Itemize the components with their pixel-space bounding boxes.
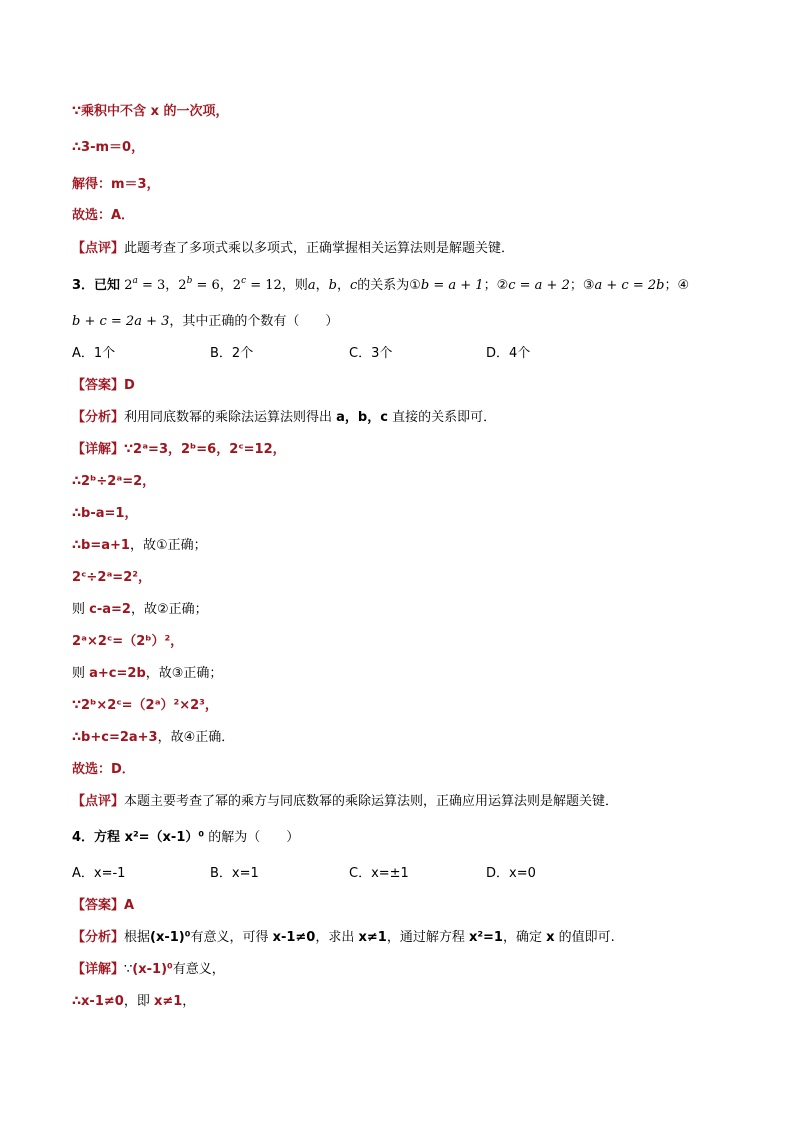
step-line: 则 a+c=2b，故③正确；: [72, 666, 223, 681]
detail-line: 【详解】∵(x-1)⁰有意义，: [72, 962, 225, 977]
solution-line: [72, 103, 228, 121]
equation: $2^c = 12$: [232, 276, 282, 293]
solution-text: ∴3-m＝0，: [72, 140, 145, 155]
question-number: 4．方程: [72, 830, 125, 845]
analysis-tag: 【分析】: [72, 930, 125, 945]
question-3-stem-cont: [72, 313, 338, 331]
solution-text: 解得：m＝3，: [72, 177, 160, 192]
comment-line: [72, 793, 618, 811]
question-4-options: [72, 865, 712, 883]
comment-text: 此题考查了多项式乘以多项式，正确掌握相关运算法则是解题关键．: [124, 241, 515, 256]
step-line: 2ᶜ÷2ᵃ=2²，: [72, 570, 151, 585]
step-line: 则 c-a=2，故②正确；: [72, 602, 208, 617]
solution-line: [72, 139, 144, 157]
option-d: D．x=0: [486, 866, 536, 881]
stem-text: 的关系为①: [357, 278, 421, 293]
answer-value: D: [124, 378, 135, 393]
stem-text: 的解为（ ）: [204, 830, 300, 845]
stem-text: ，其中正确的个数有（ ）: [169, 314, 339, 329]
option-c: C．3个: [349, 346, 393, 361]
equation: $2^b = 6$: [178, 276, 220, 293]
option-d: D．4个: [486, 346, 531, 361]
step-line: ∴b-a=1，: [72, 506, 138, 521]
detail-line: 【详解】∵2ᵃ=3，2ᵇ=6，2ᶜ=12，: [72, 442, 286, 457]
equation: $2^a = 3$: [124, 276, 166, 293]
solution-line: [72, 207, 134, 225]
question-3-options: [72, 345, 712, 363]
analysis-line: 【分析】根据(x-1)⁰有意义，可得 x-1≠0，求出 x≠1，通过解方程 x²=1，确定 x 的值即可.: [72, 930, 615, 945]
comment-text: 本题主要考查了幂的乘方与同底数幂的乘除运算法则，正确应用运算法则是解题关键．: [124, 794, 619, 809]
detail-tag: 【详解】: [72, 962, 125, 977]
equation: x²=（x-1）⁰: [124, 830, 205, 845]
relation: b + c = 2a + 3: [72, 314, 170, 329]
option-b: B．x=1: [210, 866, 259, 881]
relation: c = a + 2: [508, 278, 570, 293]
stem-text: ，则: [281, 278, 308, 293]
question-3-stem: 3．已知 $2^a = 3$，$2^b = 6$，$2^c = 12$，则a，b，c的关系为①b = a + 1；②c = a + 2；③a + c = 2b；④: [72, 276, 690, 293]
step-line: 2ᵃ×2ᶜ=（2ᵇ）²，: [72, 634, 184, 649]
comment-tag: 【点评】: [72, 794, 125, 809]
option-b: B．2个: [210, 346, 254, 361]
question-number: 3．已知: [72, 278, 121, 293]
step-line: ∴2ᵇ÷2ᵃ=2，: [72, 474, 156, 489]
step-line: ∵2ᵇ×2ᶜ=（2ᵃ）²×2³，: [72, 698, 218, 713]
relation: b = a + 1: [420, 278, 484, 293]
variable: c: [349, 278, 358, 293]
variable: a: [307, 278, 316, 293]
comment-line: [72, 240, 514, 258]
solution-text: 故选：A．: [72, 208, 135, 223]
solution-line: [72, 176, 160, 194]
step-line: ∴b+c=2a+3，故④正确．: [72, 730, 235, 745]
option-a: A．x=-1: [72, 866, 126, 881]
variable: b: [328, 278, 337, 293]
step-line: 故选：D．: [72, 762, 135, 777]
answer-line: [72, 897, 134, 915]
option-a: A．1个: [72, 346, 116, 361]
answer-line: [72, 377, 135, 395]
analysis-line: 【分析】利用同底数幂的乘除法运算法则得出 a，b，c 直接的关系即可．: [72, 410, 497, 425]
comment-tag: 【点评】: [72, 241, 125, 256]
question-4-stem: [72, 829, 299, 847]
answer-tag: 【答案】: [72, 898, 125, 913]
analysis-tag: 【分析】: [72, 410, 125, 425]
relation: a + c = 2b: [594, 278, 665, 293]
answer-tag: 【答案】: [72, 378, 125, 393]
solution-text: ∵乘积中不含 x 的一次项，: [72, 104, 229, 119]
option-c: C．x=±1: [349, 866, 409, 881]
detail-tag: 【详解】: [72, 442, 125, 457]
step-line: ∴x-1≠0，即 x≠1，: [72, 994, 196, 1009]
answer-value: A: [124, 898, 135, 913]
step-line: ∴b=a+1，故①正确；: [72, 538, 207, 553]
